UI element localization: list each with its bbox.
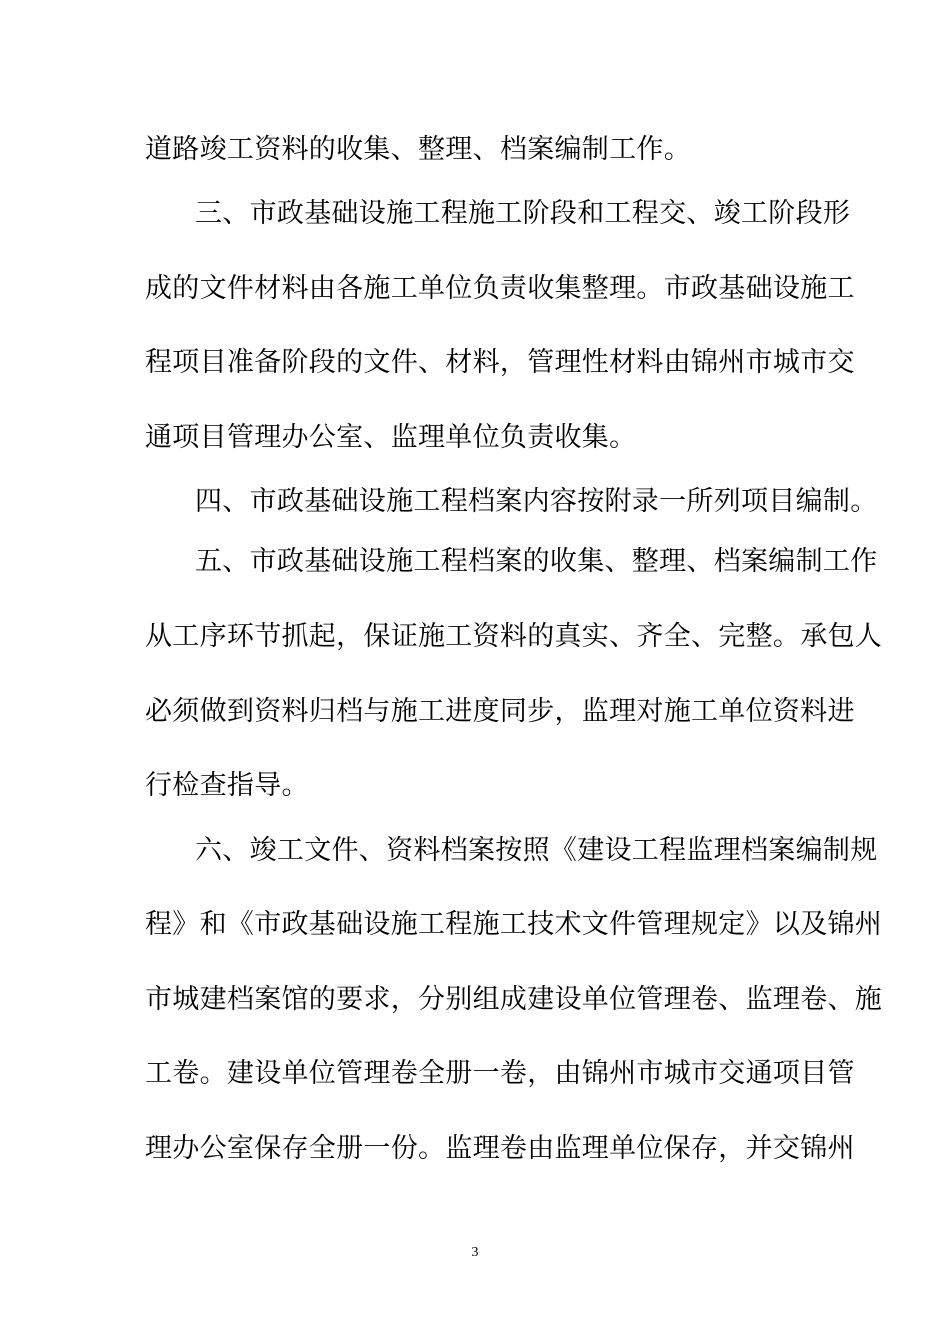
text-line: 成的文件材料由各施工单位负责收集整理。市政基础设施工 <box>145 273 855 304</box>
text-line: 道路竣工资料的收集、整理、档案编制工作。 <box>145 134 691 165</box>
text-line: 必须做到资料归档与施工进度同步，监理对施工单位资料进 <box>145 696 855 727</box>
text-line: 程项目准备阶段的文件、材料，管理性材料由锦州市城市交 <box>145 347 855 378</box>
text-line: 市城建档案馆的要求，分别组成建设单位管理卷、监理卷、施 <box>145 984 883 1015</box>
text-line: 工卷。建设单位管理卷全册一卷，由锦州市城市交通项目管 <box>145 1058 855 1089</box>
text-line: 通项目管理办公室、监理单位负责收集。 <box>145 422 637 453</box>
text-line: 程》和《市政基础设施工程施工技术文件管理规定》以及锦州 <box>145 909 883 940</box>
paragraph-six-start: 六、竣工文件、资料档案按照《建设工程监理档案编制规 <box>195 835 878 866</box>
text-line: 从工序环节抓起，保证施工资料的真实、齐全、完整。承包人 <box>145 621 883 652</box>
paragraph-three-start: 三、市政基础设施工程施工阶段和工程交、竣工阶段形 <box>195 198 851 229</box>
paragraph-five-start: 五、市政基础设施工程档案的收集、整理、档案编制工作 <box>195 546 878 577</box>
page-number: 3 <box>471 1245 479 1260</box>
text-line: 理办公室保存全册一份。监理卷由监理单位保存，并交锦州 <box>145 1133 855 1164</box>
text-line: 行检查指导。 <box>145 770 309 801</box>
paragraph-four: 四、市政基础设施工程档案内容按附录一所列项目编制。 <box>195 486 878 517</box>
